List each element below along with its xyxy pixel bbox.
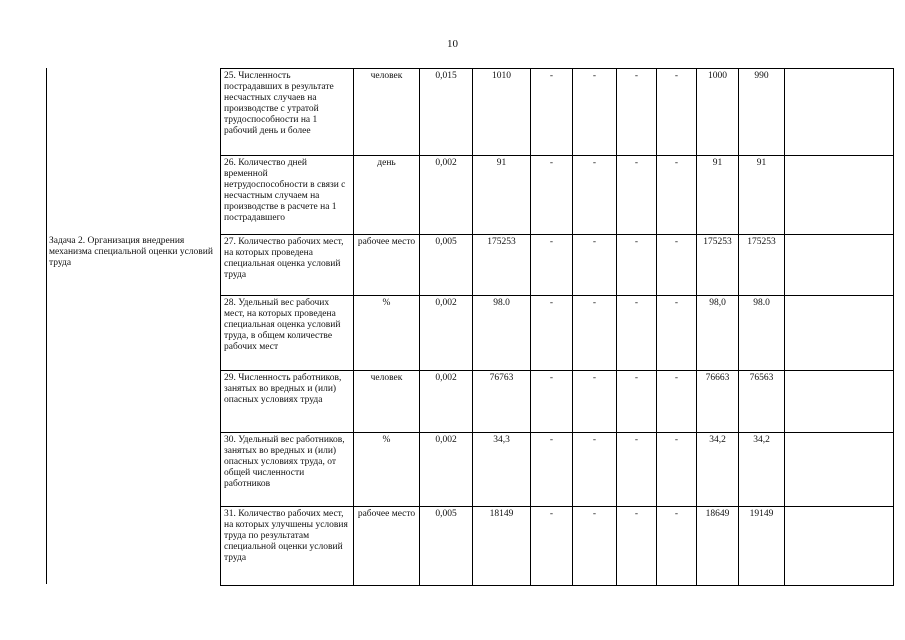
indicator-name: 30. Удельный вес работников, занятых во вредных и (или) опасных условиях труда, от общей численности работников xyxy=(221,433,354,507)
value-cell-1: - xyxy=(531,235,573,296)
value-cell-3: - xyxy=(617,156,657,235)
base-value-cell: 98.0 xyxy=(473,296,531,371)
table-row xyxy=(221,69,894,156)
value-cell-4: - xyxy=(657,69,697,156)
base-value-cell: 18149 xyxy=(473,507,531,586)
indicator-name: 31. Количество рабочих мест, на которых улучшены условия труда по результатам специальной оценки условий труда xyxy=(221,507,354,586)
value-cell-6: 76563 xyxy=(739,371,785,433)
value-cell-3: - xyxy=(617,371,657,433)
value-cell-7 xyxy=(785,433,894,507)
value-cell-5: 34,2 xyxy=(697,433,739,507)
value-cell-5: 98,0 xyxy=(697,296,739,371)
weight-cell: 0,015 xyxy=(420,69,473,156)
value-cell-5: 91 xyxy=(697,156,739,235)
unit-cell: день xyxy=(354,156,420,235)
value-cell-3: - xyxy=(617,235,657,296)
value-cell-2: - xyxy=(573,371,617,433)
value-cell-7 xyxy=(785,296,894,371)
weight-cell: 0,002 xyxy=(420,371,473,433)
table-row xyxy=(221,296,894,371)
value-cell-2: - xyxy=(573,156,617,235)
value-cell-7 xyxy=(785,371,894,433)
indicator-name: 26. Количество дней временной нетрудоспособности в связи с несчастным случаем на производстве в расчете на 1 пострадавшего xyxy=(221,156,354,235)
indicators-table xyxy=(220,68,894,586)
value-cell-4: - xyxy=(657,296,697,371)
weight-cell: 0,002 xyxy=(420,296,473,371)
unit-cell: % xyxy=(354,296,420,371)
value-cell-7 xyxy=(785,69,894,156)
value-cell-7 xyxy=(785,156,894,235)
value-cell-6: 34,2 xyxy=(739,433,785,507)
unit-cell: рабочее место xyxy=(354,507,420,586)
unit-cell: человек xyxy=(354,371,420,433)
weight-cell: 0,002 xyxy=(420,433,473,507)
table-row xyxy=(221,235,894,296)
base-value-cell: 1010 xyxy=(473,69,531,156)
value-cell-6: 175253 xyxy=(739,235,785,296)
base-value-cell: 76763 xyxy=(473,371,531,433)
weight-cell: 0,005 xyxy=(420,235,473,296)
value-cell-7 xyxy=(785,235,894,296)
value-cell-1: - xyxy=(531,69,573,156)
value-cell-4: - xyxy=(657,507,697,586)
value-cell-3: - xyxy=(617,507,657,586)
value-cell-2: - xyxy=(573,433,617,507)
value-cell-4: - xyxy=(657,156,697,235)
left-border-line xyxy=(46,68,47,584)
value-cell-4: - xyxy=(657,433,697,507)
value-cell-3: - xyxy=(617,69,657,156)
task-label: Задача 2. Организация внедрения механизма специальной оценки условий труда xyxy=(49,236,213,268)
value-cell-2: - xyxy=(573,507,617,586)
value-cell-7 xyxy=(785,507,894,586)
weight-cell: 0,005 xyxy=(420,507,473,586)
base-value-cell: 175253 xyxy=(473,235,531,296)
value-cell-6: 98.0 xyxy=(739,296,785,371)
value-cell-2: - xyxy=(573,296,617,371)
indicator-name: 28. Удельный вес рабочих мест, на которых проведена специальная оценка условий труда, в общем количестве рабочих мест xyxy=(221,296,354,371)
table-row xyxy=(221,433,894,507)
value-cell-6: 990 xyxy=(739,69,785,156)
unit-cell: рабочее место xyxy=(354,235,420,296)
value-cell-2: - xyxy=(573,235,617,296)
weight-cell: 0,002 xyxy=(420,156,473,235)
value-cell-4: - xyxy=(657,371,697,433)
indicator-name: 27. Количество рабочих мест, на которых проведена специальная оценка условий труда xyxy=(221,235,354,296)
value-cell-1: - xyxy=(531,507,573,586)
base-value-cell: 34,3 xyxy=(473,433,531,507)
table-row xyxy=(221,371,894,433)
indicator-name: 25. Численность пострадавших в результате несчастных случаев на производстве с утратой трудоспособности на 1 рабочий день и более xyxy=(221,69,354,156)
page-number: 10 xyxy=(447,38,458,50)
table-row xyxy=(221,156,894,235)
value-cell-1: - xyxy=(531,433,573,507)
table-row xyxy=(221,507,894,586)
value-cell-5: 1000 xyxy=(697,69,739,156)
value-cell-1: - xyxy=(531,371,573,433)
value-cell-2: - xyxy=(573,69,617,156)
unit-cell: человек xyxy=(354,69,420,156)
value-cell-6: 19149 xyxy=(739,507,785,586)
unit-cell: % xyxy=(354,433,420,507)
indicator-name: 29. Численность работников, занятых во вредных и (или) опасных условиях труда xyxy=(221,371,354,433)
value-cell-3: - xyxy=(617,433,657,507)
value-cell-5: 76663 xyxy=(697,371,739,433)
value-cell-3: - xyxy=(617,296,657,371)
value-cell-4: - xyxy=(657,235,697,296)
value-cell-5: 175253 xyxy=(697,235,739,296)
value-cell-5: 18649 xyxy=(697,507,739,586)
value-cell-1: - xyxy=(531,296,573,371)
base-value-cell: 91 xyxy=(473,156,531,235)
value-cell-6: 91 xyxy=(739,156,785,235)
value-cell-1: - xyxy=(531,156,573,235)
